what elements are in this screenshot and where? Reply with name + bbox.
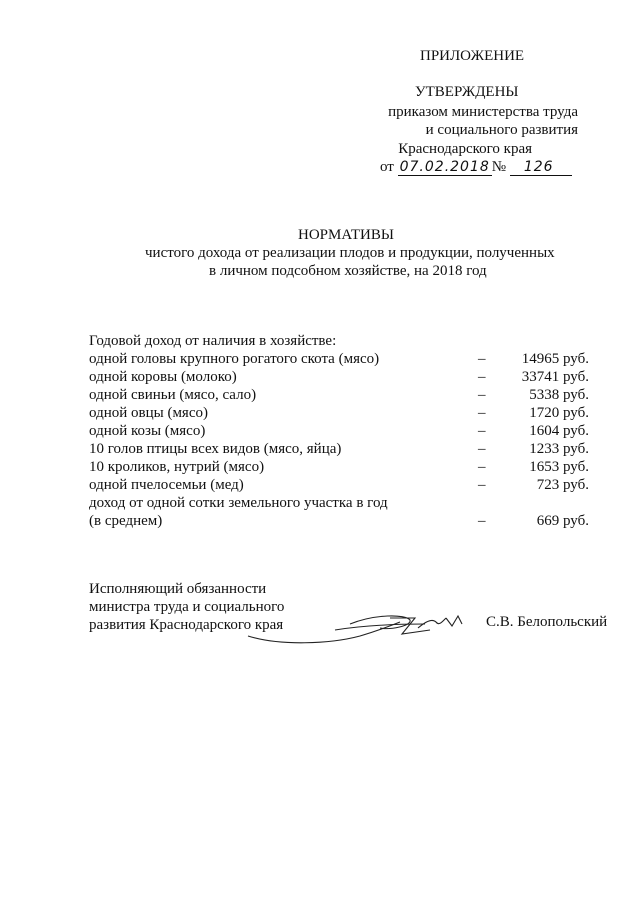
row-value: 14965 руб. [521,351,589,367]
approved-label: УТВЕРЖДЕНЫ [415,84,519,100]
row-value: 1233 руб. [529,441,589,457]
row-dash: – [478,459,486,475]
order-date-handwritten: 07.02.2018 [399,159,490,175]
row-value: 33741 руб. [521,369,589,385]
row-dash: – [478,423,486,439]
appendix-label: ПРИЛОЖЕНИЕ [420,48,525,64]
table-row [89,369,589,387]
row-value: 5338 руб. [529,387,589,403]
row-label: 10 кроликов, нутрий (мясо) [89,459,265,475]
row-dash: – [478,513,486,529]
handwritten-signature [240,600,480,650]
signer-position-line-1: Исполняющий обязанности [89,581,267,597]
row-value: 669 руб. [536,513,589,529]
approval-line-3: Краснодарского края [398,141,532,157]
row-dash: – [478,369,486,385]
table-row [89,351,589,369]
document-subtitle-line-1: чистого дохода от реализации плодов и продукции, полученных [145,245,555,261]
table-row [89,441,589,459]
row-dash: – [478,351,486,367]
row-label: 10 голов птицы всех видов (мясо, яйца) [89,441,342,457]
row-label: одной пчелосемьи (мед) [89,477,244,493]
table-row [89,423,589,441]
order-date-line [380,159,572,176]
table-row [89,513,589,531]
table-row [89,387,589,405]
signer-name: С.В. Белопольский [486,614,608,630]
row-label: одной коровы (молоко) [89,369,237,385]
table-row [89,405,589,423]
approval-line-2: и социального развития [425,122,578,138]
income-intro: Годовой доход от наличия в хозяйстве: [89,333,337,349]
table-row [89,477,589,495]
row-dash: – [478,477,486,493]
table-row-land-label [89,495,589,513]
number-prefix: № [491,159,507,175]
row-label: одной головы крупного рогатого скота (мясо) [89,351,380,367]
signer-position-line-3: развития Краснодарского края [89,617,284,633]
row-value: 723 руб. [536,477,589,493]
row-value: 1720 руб. [529,405,589,421]
row-value: 1653 руб. [529,459,589,475]
date-prefix: от [380,159,394,175]
row-label: одной козы (мясо) [89,423,206,439]
row-dash: – [478,387,486,403]
approval-line-1: приказом министерства труда [388,104,578,120]
row-label: одной свиньи (мясо, сало) [89,387,257,403]
document-subtitle-line-2: в личном подсобном хозяйстве, на 2018 год [209,263,487,279]
order-number-handwritten: 126 [510,160,572,176]
document-title: НОРМАТИВЫ [298,227,394,243]
row-label: доход от одной сотки земельного участка в год [89,495,388,511]
row-dash: – [478,405,486,421]
row-value: 1604 руб. [529,423,589,439]
row-dash: – [478,441,486,457]
table-row [89,459,589,477]
row-label: одной овцы (мясо) [89,405,208,421]
row-label: (в среднем) [89,513,163,529]
signer-position-line-2: министра труда и социального [89,599,285,615]
